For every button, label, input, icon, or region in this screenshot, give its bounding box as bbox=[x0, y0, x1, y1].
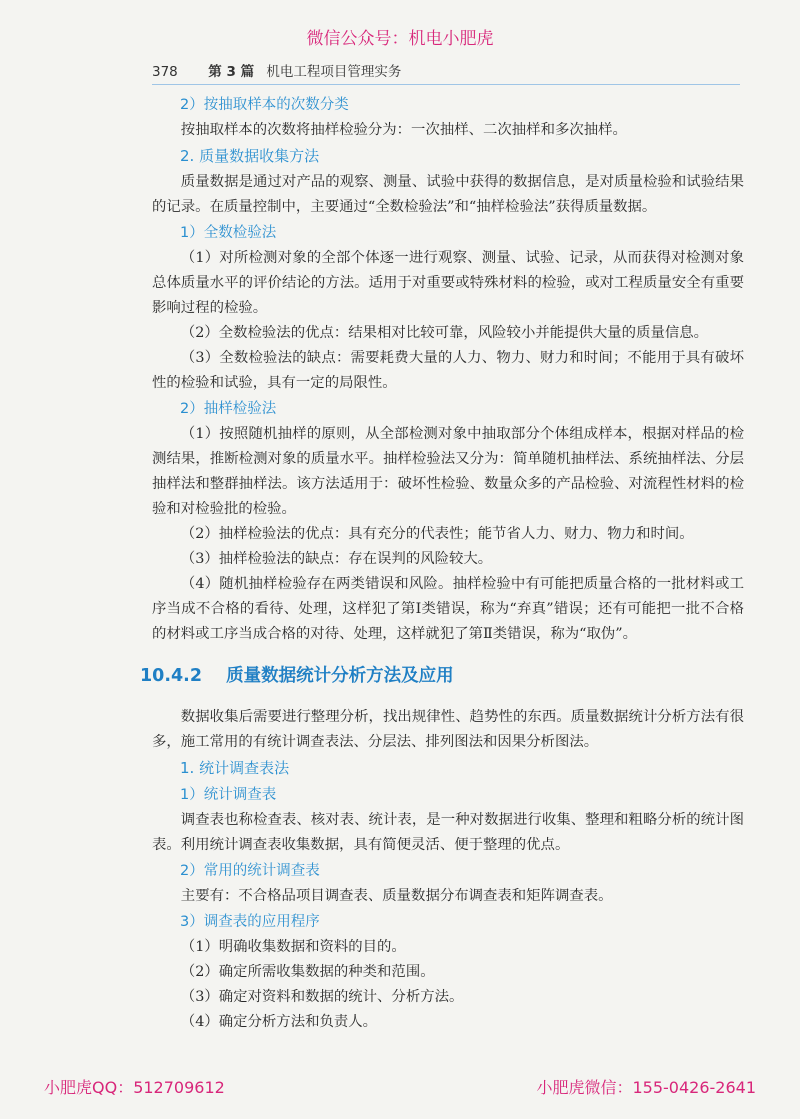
chapter-title: 机电工程项目管理实务 bbox=[266, 64, 402, 80]
heading-survey-1: 1）统计调查表 bbox=[180, 787, 277, 803]
heading-by-count: 2）按抽取样本的次数分类 bbox=[180, 97, 349, 113]
paragraph-full-1: （1）对所检测对象的全部个体逐一进行观察、测量、试验、记录，从而获得对检测对象总体质量水平的评价结论的方法。适用于对重要或特殊材料的检验，或对工程质量安全有重要影响过程的检验。 bbox=[152, 250, 744, 316]
paragraph-survey-2: 主要有：不合格品项目调查表、质量数据分布调查表和矩阵调查表。 bbox=[180, 888, 613, 904]
paragraph-full-3: （3）全数检验法的缺点：需要耗费大量的人力、物力、财力和时间；不能用于具有破坏性的检验和试验，具有一定的局限性。 bbox=[152, 350, 744, 391]
heading-collection: 2. 质量数据收集方法 bbox=[180, 147, 320, 165]
paragraph-sampling-2: （2）抽样检验法的优点：具有充分的代表性；能节省人力、财力、物力和时间。 bbox=[180, 526, 694, 542]
paragraph-collection: 质量数据是通过对产品的观察、测量、试验中获得的数据信息，是对质量检验和试验结果的记录。在质量控制中，主要通过“全数检验法”和“抽样检验法”获得质量数据。 bbox=[152, 174, 744, 215]
page-body bbox=[140, 92, 744, 1035]
paragraph-analysis: 数据收集后需要进行整理分析，找出规律性、趋势性的东西。质量数据统计分析方法有很多，施工常用的有统计调查表法、分层法、排列图法和因果分析图法。 bbox=[152, 709, 744, 750]
paragraph-sampling-3: （3）抽样检验法的缺点：存在误判的风险较大。 bbox=[180, 551, 493, 567]
running-head bbox=[152, 60, 740, 85]
heading-sampling: 2）抽样检验法 bbox=[180, 401, 277, 417]
paragraph-step-3: （3）确定对资料和数据的统计、分析方法。 bbox=[180, 989, 464, 1005]
paragraph-by-count: 按抽取样本的次数将抽样检验分为：一次抽样、二次抽样和多次抽样。 bbox=[180, 122, 627, 138]
paragraph-step-4: （4）确定分析方法和负责人。 bbox=[180, 1014, 378, 1030]
watermark-top: 微信公众号：机电小肥虎 bbox=[306, 29, 494, 49]
heading-survey: 1. 统计调查表法 bbox=[180, 759, 290, 777]
heading-survey-3: 3）调查表的应用程序 bbox=[180, 914, 320, 930]
page-number: 378 bbox=[152, 64, 178, 80]
main-section-heading bbox=[140, 661, 744, 691]
heading-full-inspection: 1）全数检验法 bbox=[180, 225, 277, 241]
paragraph-step-2: （2）确定所需收集数据的种类和范围。 bbox=[180, 964, 435, 980]
paragraph-survey-1: 调查表也称检查表、核对表、统计表，是一种对数据进行收集、整理和粗略分析的统计图表。利用统计调查表收集数据，具有简便灵活、便于整理的优点。 bbox=[152, 812, 744, 853]
paragraph-step-1: （1）明确收集数据和资料的目的。 bbox=[180, 939, 406, 955]
footer-wechat: 小肥虎微信：155-0426-2641 bbox=[536, 1078, 756, 1097]
paragraph-sampling-1: （1）按照随机抽样的原则，从全部检测对象中抽取部分个体组成样本，根据对样品的检测结果，推断检测对象的质量水平。抽样检验法又分为：简单随机抽样法、系统抽样法、分层抽样法和整群抽样法。该方法适用于：破坏性检验、数量众多的产品检验、对流程性材料的检验和对检验批的检验。 bbox=[152, 426, 744, 517]
footer-qq: 小肥虎QQ：512709612 bbox=[44, 1078, 225, 1097]
paragraph-sampling-4: （4）随机抽样检验存在两类错误和风险。抽样检验中有可能把质量合格的一批材料或工序当成不合格的看待、处理，这样犯了第Ⅰ类错误，称为“弃真”错误；还有可能把一批不合格的材料或工序当成合格的对待、处理，这样就犯了第Ⅱ类错误，称为“取伪”。 bbox=[152, 576, 744, 642]
heading-survey-2: 2）常用的统计调查表 bbox=[180, 863, 320, 879]
paragraph-full-2: （2）全数检验法的优点：结果相对比较可靠，风险较小并能提供大量的质量信息。 bbox=[180, 325, 709, 341]
section-number: 10.4.2 bbox=[140, 666, 203, 686]
chapter-label: 第 3 篇 bbox=[208, 64, 255, 80]
section-title: 质量数据统计分析方法及应用 bbox=[226, 666, 454, 686]
